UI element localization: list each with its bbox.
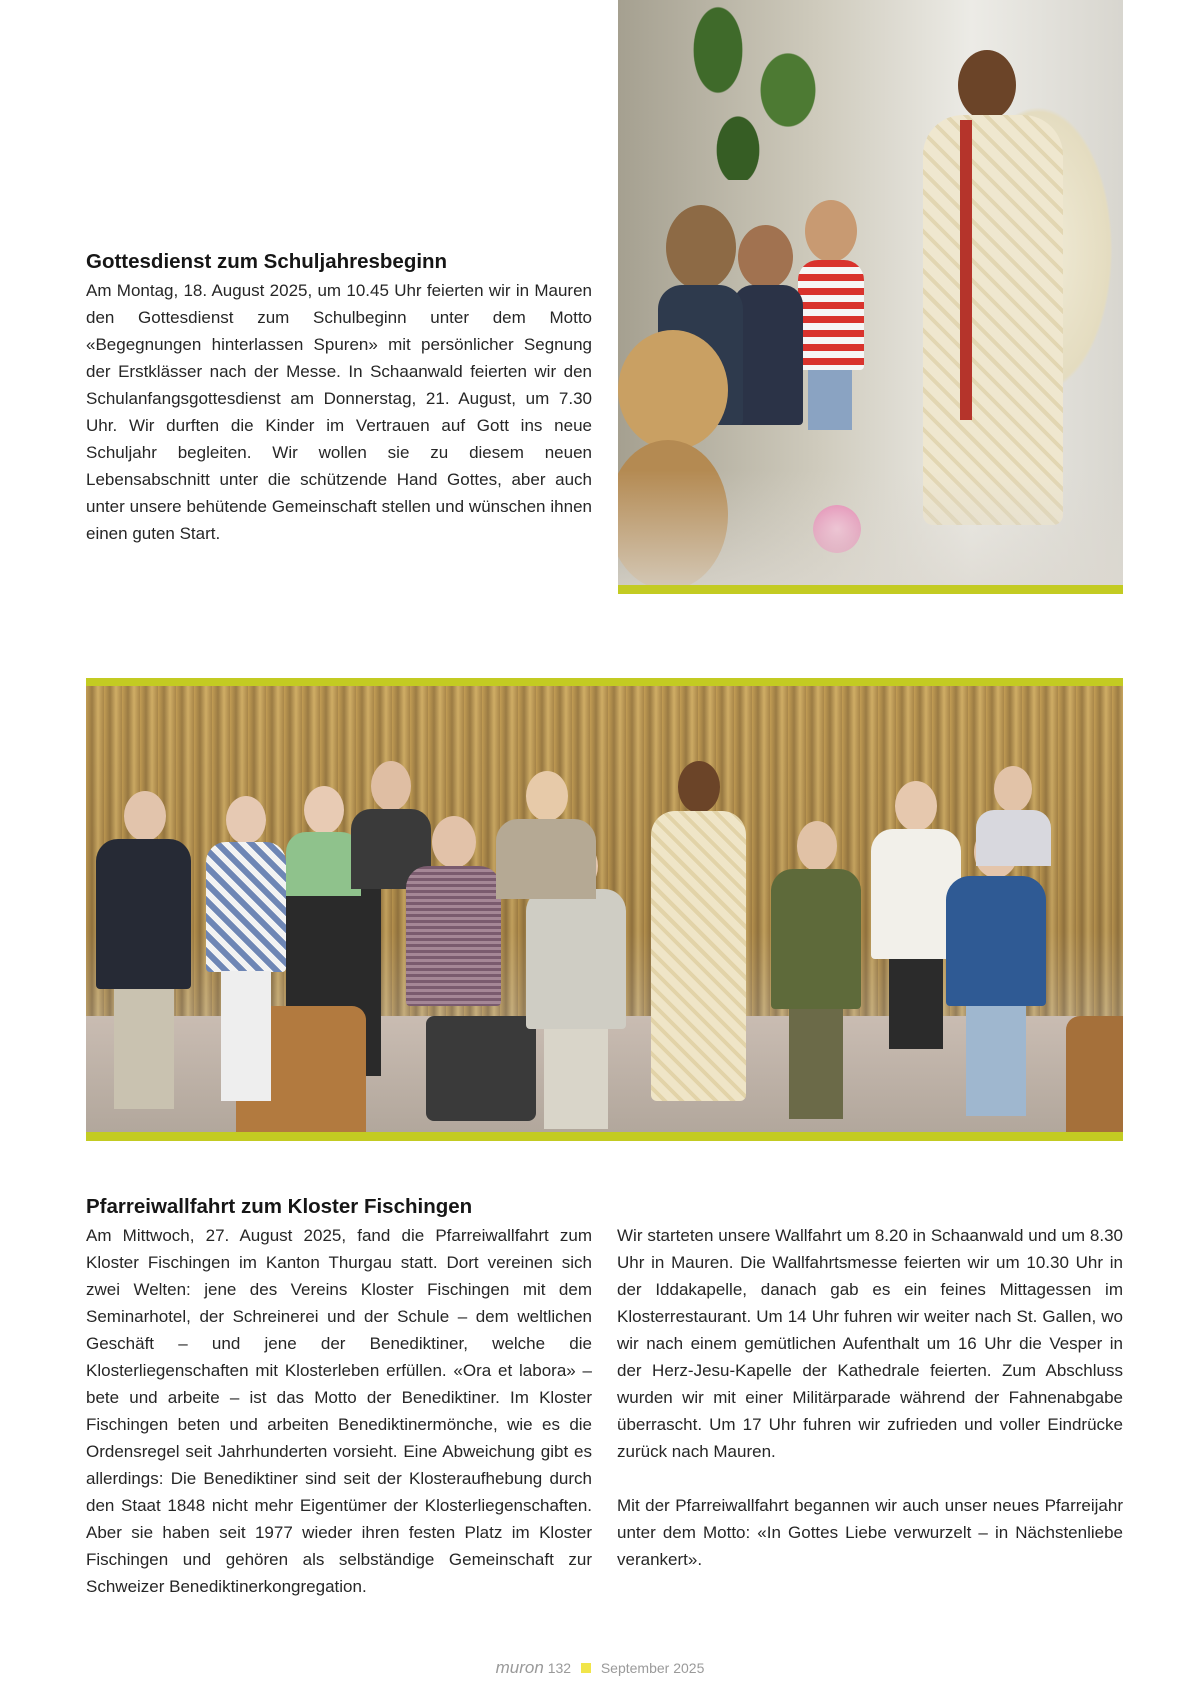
- page-footer: [0, 1658, 1200, 1678]
- priest-in-group: [651, 761, 746, 1121]
- blessing-photo: [618, 0, 1123, 585]
- group-person: [96, 791, 191, 1121]
- group-person: [946, 826, 1046, 1126]
- section1-heading: Gottesdienst zum Schuljahresbeginn: [86, 250, 448, 273]
- section2-column-1: [86, 1222, 592, 1600]
- section2-heading: Pfarreiwallfahrt zum Kloster Fischingen: [86, 1195, 473, 1218]
- section2-col2-paragraph-1: Wir starteten unsere Wallfahrt um 8.20 in Schaanwald und um 8.30 Uhr in Mauren. Die Wallfahrtsmesse feierten wir um 10.30 Uhr in der Iddakapelle, danach gab es ein feines Mittagessen im Klosterrestaurant. Um 14 Uhr fuhren wir weiter nach St. Gallen, wo wir nach einem gemütlichen Aufenthalt um 16 Uhr die Vesper in der Herz-Jesu-Kapelle der Kathedrale feierten. Zum Abschluss wurden wir mit einer Militärparade während der Fahnenabgabe überrascht. Um 17 Uhr fuhren wir zufrieden und voller Eindrücke zurück nach Mauren.: [617, 1226, 1123, 1461]
- group-person: [976, 766, 1051, 866]
- group-person: [406, 816, 501, 1106]
- group-person: [771, 821, 861, 1121]
- photo2-accent-bar-top: [86, 678, 1123, 686]
- group-photo: [86, 686, 1123, 1132]
- footer-issue: 132: [547, 1660, 572, 1676]
- section2-col2-paragraph-2: Mit der Pfarreiwallfahrt begannen wir auch unser neues Pfarreijahr unter dem Motto: «In Gottes Liebe verwurzelt – in Nächstenliebe verankert».: [617, 1496, 1123, 1569]
- photo1-accent-bar: [618, 585, 1123, 594]
- priest-figure: [918, 40, 1068, 520]
- section1-text: Am Montag, 18. August 2025, um 10.45 Uhr feierten wir in Mauren den Gottesdienst zum Schulbeginn unter dem Motto «Begegnungen hinterlassen Spuren» mit persönlicher Segnung der Erstklässer nach der Messe. In Schaanwald feierten wir den Schulanfangsgottesdienst am Donnerstag, 21. August, um 7.30 Uhr. Wir durften die Kinder im Vertrauen auf Gott ins neue Schuljahr begleiten. Wir wollen sie zu diesem neuen Lebensabschnitt unter die schützende Hand Gottes, aber auch unter unsere behütende Gemeinschaft stellen und wünschen ihnen einen guten Start.: [86, 281, 592, 543]
- group-person: [496, 771, 596, 901]
- group-person: [206, 796, 286, 1116]
- footer-brand: muron: [495, 1658, 544, 1677]
- plant-leaves: [678, 0, 828, 180]
- pew-right: [1066, 1016, 1123, 1132]
- section2-col1-text: Am Mittwoch, 27. August 2025, fand die Pfarreiwallfahrt zum Kloster Fischingen im Kanton Thurgau statt. Dort vereinen sich zwei Welten: jene des Vereins Kloster Fischingen mit dem Seminarhotel, der Schreinerei und der Schule – dem weltlichen Geschäft – und jene der Benediktiner, welche die Klosterliegenschaften mit Klosterleben erfüllen. «Ora et labora» – bete und arbeite – ist das Motto der Benediktiner. Im Kloster Fischingen beten und arbeiten Benediktinermönche, wie es die Ordensregel seit Jahrhunderten vorsieht. Eine Abweichung gibt es allerdings: Die Benediktiner sind seit der Klosteraufhebung durch den Staat 1848 nicht mehr Eigentümer der Klosterliegenschaften. Aber sie haben seit 1977 wieder ihren festen Platz im Kloster Fischingen und gehören als selbständige Gemeinschaft zur Schweizer Benediktinerkongregation.: [86, 1226, 592, 1596]
- footer-square-icon: [581, 1663, 591, 1673]
- section2-column-2: [617, 1222, 1123, 1573]
- section1-paragraph: [86, 277, 592, 547]
- footer-date: September 2025: [600, 1660, 705, 1676]
- floor: [618, 470, 1123, 585]
- photo2-accent-bar-bottom: [86, 1132, 1123, 1141]
- group-person: [286, 786, 361, 896]
